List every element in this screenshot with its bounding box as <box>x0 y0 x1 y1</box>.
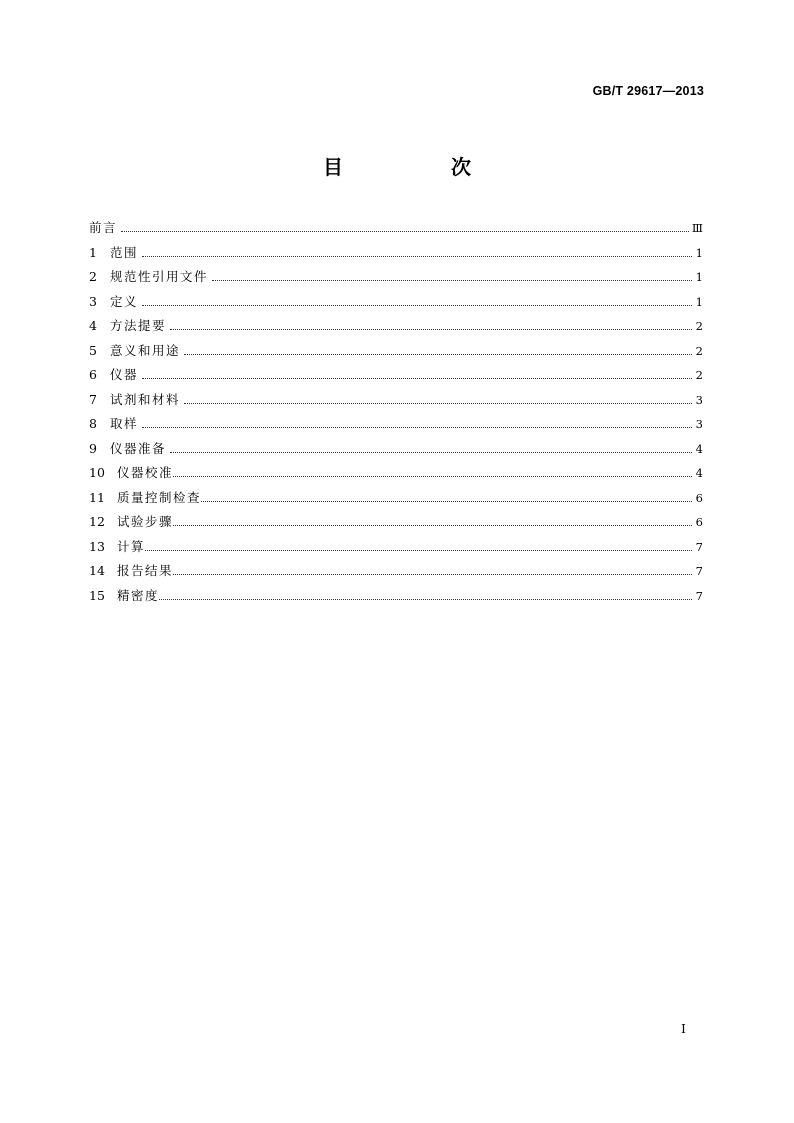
toc-entry-page: 2 <box>695 319 703 333</box>
toc-entry-12[interactable] <box>89 510 703 535</box>
toc-entry-page: 7 <box>695 588 703 603</box>
toc-entry-page: 1 <box>695 294 703 309</box>
toc-entry-label: 方法提要 <box>110 318 167 333</box>
toc-leader <box>201 500 692 502</box>
toc-entry-label: 仪器校准 <box>117 465 174 480</box>
toc-leader <box>142 304 692 306</box>
toc-entry-label: 计算 <box>117 538 146 554</box>
toc-entry-number: 1 <box>89 244 97 260</box>
toc-entry-8[interactable] <box>89 412 703 437</box>
toc-entry-number: 2 <box>89 269 97 284</box>
toc-entry-15[interactable] <box>89 584 703 609</box>
toc-entry-foreword[interactable] <box>89 216 703 241</box>
toc-leader <box>145 549 692 551</box>
toc-entry-11[interactable] <box>89 486 703 511</box>
toc-entry-9[interactable] <box>89 437 703 462</box>
toc-leader <box>184 353 692 355</box>
toc-entry-page: 7 <box>695 564 703 578</box>
toc-leader <box>173 573 692 575</box>
toc-entry-13[interactable] <box>89 535 703 560</box>
table-of-contents <box>89 216 703 608</box>
toc-entry-number: 8 <box>89 416 97 431</box>
toc-entry-label: 试验步骤 <box>117 514 174 529</box>
toc-leader <box>173 475 692 477</box>
toc-leader <box>121 230 689 232</box>
toc-leader <box>173 524 692 526</box>
toc-entry-page: 3 <box>695 392 703 407</box>
toc-entry-label: 定义 <box>110 293 139 309</box>
toc-entry-page: 7 <box>695 539 703 554</box>
toc-entry-label: 范围 <box>110 244 139 260</box>
toc-entry-page: 4 <box>695 466 703 480</box>
toc-entry-page: 6 <box>695 515 703 529</box>
toc-entry-label: 前言 <box>89 220 118 235</box>
toc-entry-label: 报告结果 <box>117 563 174 578</box>
toc-entry-number: 6 <box>89 367 97 382</box>
toc-entry-label: 仪器 <box>110 367 139 382</box>
toc-entry-number: 15 <box>89 587 105 603</box>
toc-entry-5[interactable] <box>89 339 703 364</box>
toc-entry-4[interactable] <box>89 314 703 339</box>
toc-entry-page: 1 <box>695 270 703 284</box>
toc-leader <box>159 598 692 600</box>
toc-entry-7[interactable] <box>89 388 703 413</box>
toc-leader <box>170 451 692 453</box>
toc-entry-number: 14 <box>89 563 105 578</box>
page-number: I <box>681 1021 686 1036</box>
toc-entry-label: 质量控制检查 <box>117 489 202 505</box>
toc-entry-page: 1 <box>695 245 703 260</box>
toc-entry-2[interactable] <box>89 265 703 290</box>
toc-entry-label: 试剂和材料 <box>110 391 181 407</box>
standard-code: GB/T 29617—2013 <box>592 84 704 98</box>
toc-entry-label: 取样 <box>110 416 139 431</box>
toc-entry-page: Ⅲ <box>691 221 703 235</box>
toc-entry-number: 10 <box>89 465 105 480</box>
toc-leader <box>142 377 692 379</box>
toc-entry-number: 12 <box>89 514 105 529</box>
toc-entry-page: 2 <box>695 343 703 358</box>
toc-leader <box>142 426 692 428</box>
toc-entry-number: 7 <box>89 391 97 407</box>
toc-entry-page: 4 <box>695 441 703 456</box>
toc-entry-number: 9 <box>89 440 97 456</box>
toc-title: 目 次 <box>323 155 515 179</box>
toc-entry-label: 规范性引用文件 <box>110 269 209 284</box>
toc-entry-14[interactable] <box>89 559 703 584</box>
toc-entry-number: 4 <box>89 318 97 333</box>
toc-entry-10[interactable] <box>89 461 703 486</box>
toc-entry-6[interactable] <box>89 363 703 388</box>
toc-entry-number: 3 <box>89 293 97 309</box>
toc-entry-number: 5 <box>89 342 97 358</box>
toc-entry-page: 6 <box>695 490 703 505</box>
toc-entry-1[interactable] <box>89 241 703 266</box>
toc-entry-label: 精密度 <box>117 587 160 603</box>
toc-entry-page: 3 <box>695 417 703 431</box>
toc-entry-label: 意义和用途 <box>110 342 181 358</box>
toc-entry-label: 仪器准备 <box>110 440 167 456</box>
toc-leader <box>170 328 692 330</box>
toc-entry-number: 11 <box>89 489 105 505</box>
toc-leader <box>142 255 692 257</box>
toc-leader <box>212 279 692 281</box>
toc-entry-number: 13 <box>89 538 105 554</box>
toc-leader <box>184 402 692 404</box>
toc-entry-3[interactable] <box>89 290 703 315</box>
toc-entry-page: 2 <box>695 368 703 382</box>
